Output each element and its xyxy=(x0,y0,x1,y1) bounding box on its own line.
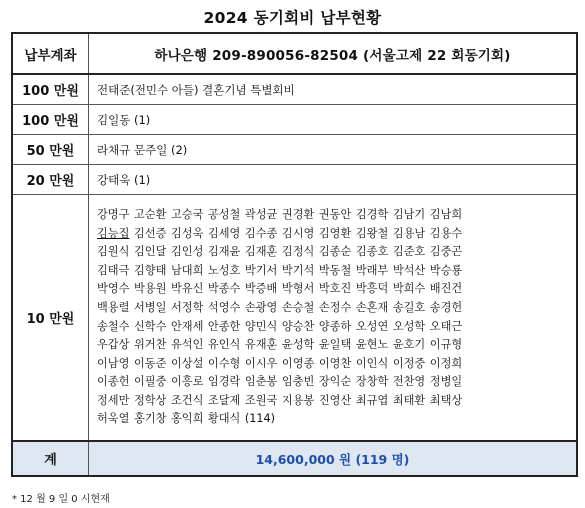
name-line: 김원식 김인달 김인성 김재윤 김재훈 김정식 김종순 김종호 김준호 김중곤 xyxy=(97,245,463,259)
name-line: 정세만 정학상 조건식 조달제 조원국 지용봉 진영산 최규엽 최태환 최택상 xyxy=(97,393,463,407)
account-row xyxy=(12,33,577,74)
account-info: 하나은행 209-890056-82504 (서울고제 22 회동기회) xyxy=(89,33,578,74)
amount-label: 100 만원 xyxy=(12,105,89,135)
account-label: 납부계좌 xyxy=(12,33,89,74)
name-line: 이남영 이동준 이상설 이수형 이시우 이영종 이영찬 이인식 이정중 이정희 xyxy=(97,356,463,370)
total-amount: 14,600,000 원 (119 명) xyxy=(89,441,578,476)
table-row xyxy=(12,74,577,105)
table-row xyxy=(12,165,577,195)
name-line: 김선증 김성욱 김세영 김수종 김시영 김영환 김왕철 김용남 김용수 xyxy=(129,226,463,240)
name-line: 고순환 고승국 공성철 곽성균 권경환 권동안 김경학 김남기 김남희 xyxy=(129,207,463,221)
page-title: 2024 동기회비 납부현황 xyxy=(203,9,382,27)
payer-names: 김일동 (1) xyxy=(89,105,578,135)
underlined-name: 김능집 xyxy=(97,226,130,240)
total-row xyxy=(12,441,577,476)
table-row xyxy=(12,105,577,135)
name-line: 백용렬 서병일 서정학 석영수 손광영 손승철 손정수 손혼재 송길호 송경헌 xyxy=(97,300,463,314)
name-line: 김태극 김향태 남대희 노성호 박기서 박기석 박동철 박래부 박석산 박승룡 xyxy=(97,263,463,277)
payer-names: 라채규 문주일 (2) xyxy=(89,135,578,165)
name-line: 강명구 xyxy=(97,207,130,221)
payer-names: 전태준(전민수 아들) 결혼기념 특별회비 xyxy=(89,74,578,105)
amount-label: 20 만원 xyxy=(12,165,89,195)
name-line: 박영수 박용원 박유신 박종수 박증배 박형서 박호진 박흥덕 박희수 배진건 xyxy=(97,282,463,296)
dues-table xyxy=(11,32,578,477)
name-line: 우갑상 위거찬 유석인 유인식 유재훈 윤성학 윤일택 윤현노 윤호기 이규형 xyxy=(97,338,463,352)
amount-label: 100 만원 xyxy=(12,74,89,105)
amount-label: 50 만원 xyxy=(12,135,89,165)
name-line: 송철수 신학수 안재세 안종한 양민식 양승찬 양종하 오성연 오성학 오태근 xyxy=(97,319,463,333)
table-row xyxy=(12,195,577,442)
amount-label: 10 만원 xyxy=(12,195,89,442)
table-row xyxy=(12,135,577,165)
payer-names: 강태욱 (1) xyxy=(89,165,578,195)
total-label: 계 xyxy=(12,441,89,476)
footnote: * 12 월 9 일 0 시현재 xyxy=(12,494,110,505)
name-line: 허욱열 홍기창 홍익희 황대식 (114) xyxy=(97,412,275,426)
name-line: 이종헌 이필중 이흥로 임경락 임춘봉 임충빈 장익순 장창학 전찬영 정병일 xyxy=(97,375,463,389)
payer-names-list xyxy=(89,195,578,442)
